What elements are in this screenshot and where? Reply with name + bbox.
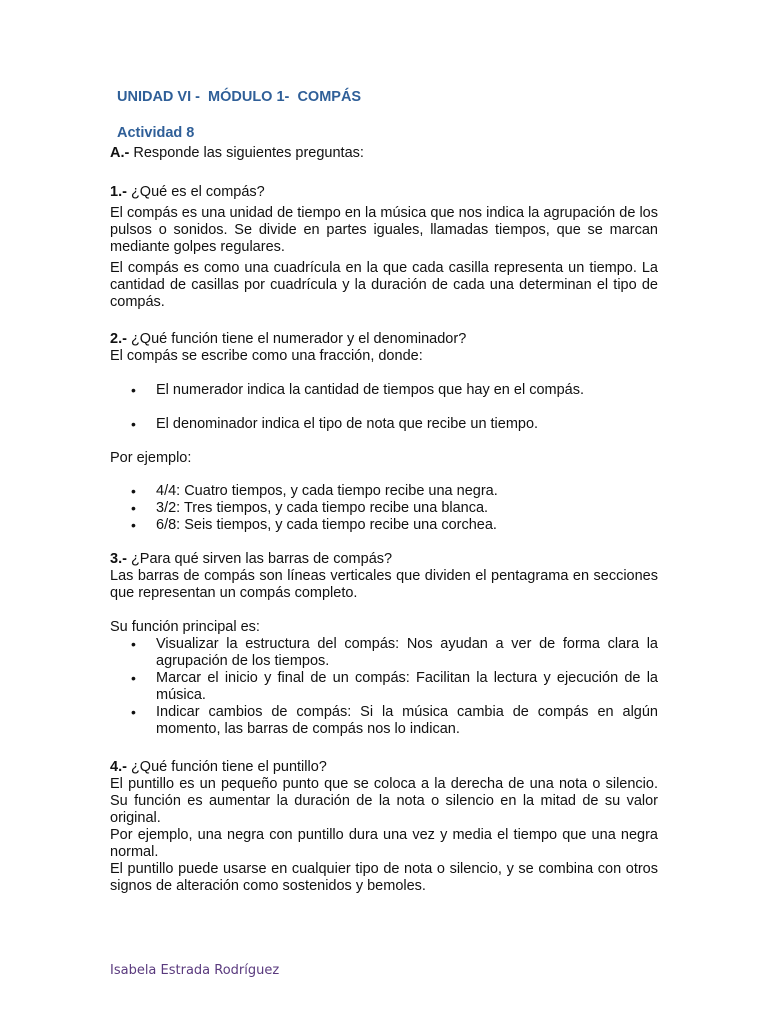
question-2 [110, 331, 658, 348]
answer-2-examples [110, 483, 658, 534]
list-item [110, 382, 658, 399]
answer-1-paragraph-2: El compás es como una cuadrícula en la que cada casilla representa un tiempo. La cantidad de casillas por cuadrícula y la duración de cada una determinan el tipo de compás. [110, 260, 658, 310]
list-item [110, 704, 658, 738]
list-item [110, 483, 658, 500]
answer-2-bullets [110, 382, 658, 433]
question-1 [110, 184, 658, 201]
bullet-icon: • [131, 382, 136, 398]
bullet-icon: • [131, 670, 136, 686]
question-4-number: 4.- [110, 759, 127, 775]
question-4-text: ¿Qué función tiene el puntillo? [126, 759, 327, 775]
list-item-text: El denominador indica el tipo de nota que recibe un tiempo. [156, 416, 539, 432]
question-2-number: 2.- [110, 331, 127, 347]
answer-3-intro: Su función principal es: [110, 619, 260, 635]
question-1-number: 1.- [110, 184, 127, 200]
list-item-text: Visualizar la estructura del compás: Nos ayudan a ver de forma clara la agrupación de los tiempos. [156, 636, 658, 669]
list-item [110, 670, 658, 704]
document-title: UNIDAD VI - MÓDULO 1- COMPÁS [117, 89, 362, 105]
answer-4-paragraph-2: Por ejemplo, una negra con puntillo dura una vez y media el tiempo que una negra normal. [110, 827, 658, 860]
bullet-icon: • [131, 517, 136, 533]
list-item-text: Marcar el inicio y final de un compás: Facilitan la lectura y ejecución de la música. [156, 670, 658, 703]
section-a-text: Responde las siguientes preguntas: [129, 145, 364, 161]
answer-3-paragraph: Las barras de compás son líneas verticales que dividen el pentagrama en secciones que representan un compás completo. [110, 568, 658, 601]
section-a-instruction [110, 145, 658, 162]
list-item [110, 636, 658, 670]
question-3-number: 3.- [110, 551, 127, 567]
list-item [110, 416, 658, 433]
list-item-text: El numerador indica la cantidad de tiempos que hay en el compás. [156, 382, 585, 398]
section-a-label: A.- [110, 145, 130, 161]
list-item-text: 4/4: Cuatro tiempos, y cada tiempo recibe una negra. [156, 483, 498, 499]
footer-author: Isabela Estrada Rodríguez [110, 963, 280, 978]
list-item-text: 3/2: Tres tiempos, y cada tiempo recibe una blanca. [156, 500, 489, 516]
example-label: Por ejemplo: [110, 450, 192, 466]
answer-3-bullets [110, 636, 658, 738]
list-item-text: 6/8: Seis tiempos, y cada tiempo recibe una corchea. [156, 517, 497, 533]
bullet-icon: • [131, 483, 136, 499]
list-item [110, 500, 658, 517]
list-item [110, 517, 658, 534]
question-1-text: ¿Qué es el compás? [126, 184, 265, 200]
answer-4-paragraph-1: El puntillo es un pequeño punto que se coloca a la derecha de una nota o silencio. Su función es aumentar la duración de la nota o silencio en la mitad de su valor original. [110, 776, 658, 826]
answer-1-paragraph-1: El compás es una unidad de tiempo en la música que nos indica la agrupación de los pulsos o sonidos. Se divide en partes iguales, llamadas tiempos, que se marcan mediante golpes regulares. [110, 205, 658, 255]
document-body [110, 145, 658, 895]
bullet-icon: • [131, 500, 136, 516]
question-3-text: ¿Para qué sirven las barras de compás? [126, 551, 393, 567]
answer-2-intro: El compás se escribe como una fracción, donde: [110, 348, 423, 364]
bullet-icon: • [131, 636, 136, 652]
question-2-text: ¿Qué función tiene el numerador y el denominador? [126, 331, 467, 347]
activity-heading: Actividad 8 [117, 125, 195, 141]
bullet-icon: • [131, 416, 136, 432]
question-3 [110, 551, 658, 568]
list-item-text: Indicar cambios de compás: Si la música cambia de compás en algún momento, las barras de compás nos lo indican. [156, 704, 658, 737]
question-4 [110, 759, 658, 776]
answer-4-paragraph-3: El puntillo puede usarse en cualquier tipo de nota o silencio, y se combina con otros signos de alteración como sostenidos y bemoles. [110, 861, 658, 894]
bullet-icon: • [131, 704, 136, 720]
